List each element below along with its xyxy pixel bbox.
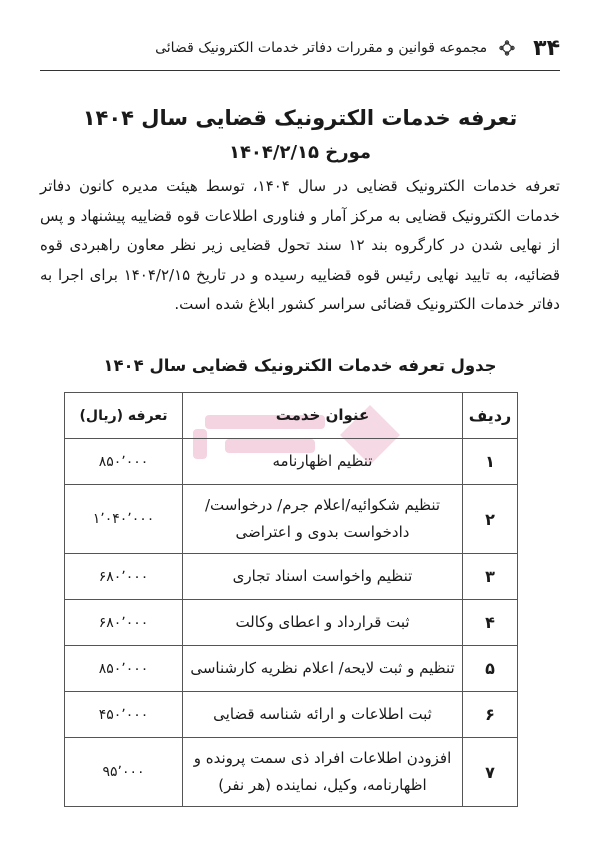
table-row xyxy=(65,738,518,807)
header-row-number: ردیف xyxy=(463,393,518,439)
row-number: ۴ xyxy=(463,600,518,646)
service-title: تنظیم شکوائیه/اعلام جرم/ درخواست/ دادخواست بدوی و اعتراضی xyxy=(183,485,463,554)
fee-value: ۶۸۰٬۰۰۰ xyxy=(65,600,183,646)
service-title: افزودن اطلاعات افراد ذی سمت پرونده و اظهارنامه، وکیل، نماینده (هر نفر) xyxy=(183,738,463,807)
fee-value: ۸۵۰٬۰۰۰ xyxy=(65,646,183,692)
page-number: ۳۴ xyxy=(533,35,560,61)
table-row xyxy=(65,485,518,554)
fee-value: ۶۸۰٬۰۰۰ xyxy=(65,554,183,600)
document-date: مورخ ۱۴۰۴/۲/۱۵ xyxy=(228,142,372,163)
page-header xyxy=(40,26,560,71)
body-paragraph: تعرفه خدمات الکترونیک قضایی در سال ۱۴۰۴، توسط هیئت مدیره کانون دفاتر خدمات الکترونیک قضایی به مرکز آمار و فناوری اطلاعات قوه قضاییه پیشنهاد و پس از نهایی شدن در کارگروه بند ۱۲ سند تحول قضایی زیر نظر معاون راهبردی قوه قضائیه، به تایید نهایی رئیس قوه قضاییه رسیده و در تاریخ ۱۴۰۴/۲/۱۵ برای اجرا به دفاتر خدمات الکترونیک قضائی سراسر کشور ابلاغ شده است. xyxy=(40,177,560,313)
header-fee: تعرفه (ریال) xyxy=(65,393,183,439)
row-number: ۷ xyxy=(463,738,518,807)
table-row xyxy=(65,646,518,692)
book-title: مجموعه قوانین و مقررات دفاتر خدمات الکترونیک قضائی xyxy=(155,40,488,56)
service-title: ثبت قرارداد و اعطای وکالت xyxy=(183,600,463,646)
row-number: ۵ xyxy=(463,646,518,692)
table-row xyxy=(65,600,518,646)
table-row xyxy=(65,692,518,738)
document-title: تعرفه خدمات الکترونیک قضایی سال ۱۴۰۴ xyxy=(82,106,518,130)
row-number: ۲ xyxy=(463,485,518,554)
service-title: تنظیم اظهارنامه xyxy=(183,439,463,485)
fee-value: ۱٬۰۴۰٬۰۰۰ xyxy=(65,485,183,554)
row-number: ۶ xyxy=(463,692,518,738)
header-service-title: عنوان خدمت xyxy=(183,393,463,439)
service-title: ثبت اطلاعات و ارائه شناسه قضایی xyxy=(183,692,463,738)
row-number: ۱ xyxy=(463,439,518,485)
service-title: تنظیم و ثبت لایحه/ اعلام نظریه کارشناسی xyxy=(183,646,463,692)
fee-value: ۹۵٬۰۰۰ xyxy=(65,738,183,807)
table-row xyxy=(65,439,518,485)
service-title: تنظیم واخواست اسناد تجاری xyxy=(183,554,463,600)
ornament-icon xyxy=(499,40,515,56)
table-header-row xyxy=(65,393,518,439)
table-title: جدول تعرفه خدمات الکترونیک قضایی سال ۱۴۰۴ xyxy=(103,356,497,375)
table-row xyxy=(65,554,518,600)
fee-value: ۸۵۰٬۰۰۰ xyxy=(65,439,183,485)
row-number: ۳ xyxy=(463,554,518,600)
fee-value: ۴۵۰٬۰۰۰ xyxy=(65,692,183,738)
tariff-table xyxy=(64,392,518,807)
